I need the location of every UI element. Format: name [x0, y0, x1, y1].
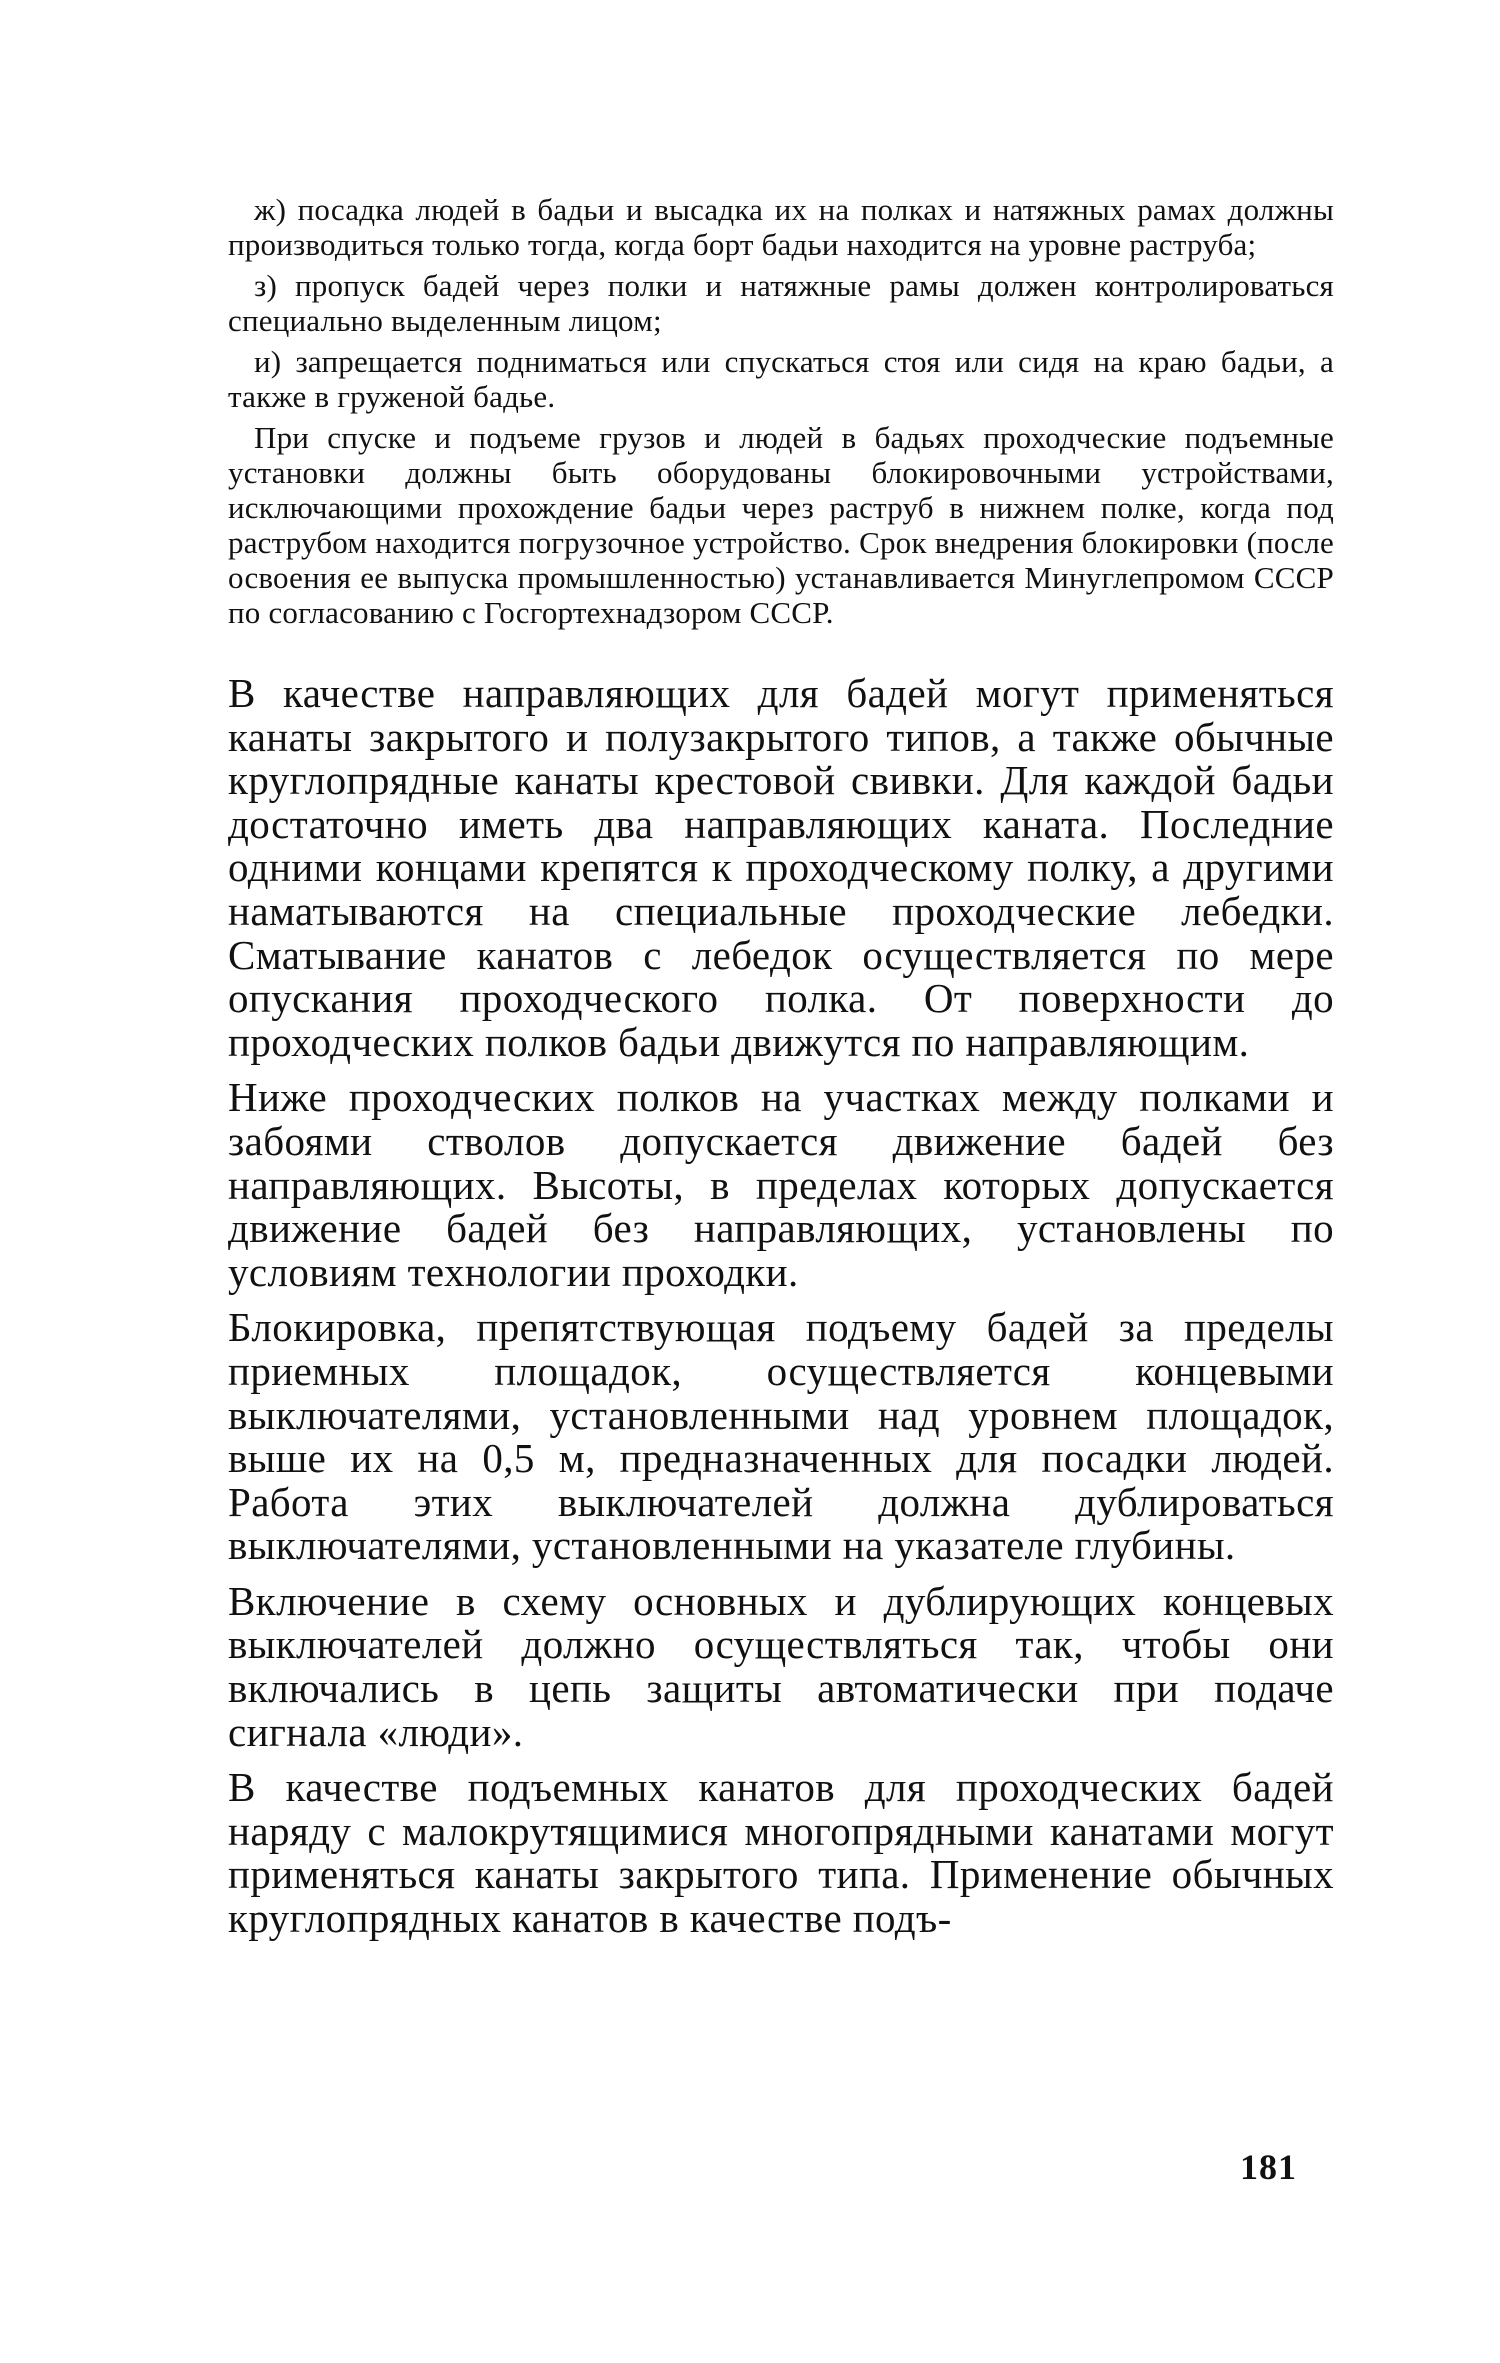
- page-number: 181: [1240, 2147, 1297, 2187]
- body-paragraph: Блокировка, препятствующая подъему бадей за пределы приемных площадок, осуществляется концевыми выключателями, установленными над уровнем площадок, выше их на 0,5 м, предназначенных для посадки людей. Работа этих выключателей должна дублироваться выключателями, установленными на указателе глубины.: [228, 1304, 1334, 1569]
- page-content: [228, 192, 1334, 1941]
- body-paragraph: В качестве подъемных канатов для проходческих бадей наряду с малокрутящимися многопрядными канатами могут применяться канаты закрытого типа. Применение обычных круглопрядных канатов в качестве подъ-: [228, 1764, 1334, 1942]
- blocking-note-paragraph: При спуске и подъеме грузов и людей в бадьях проходческие подъемные установки должны быть оборудованы блокировочными устройствами, исключающими прохождение бадьи через раструб в нижнем полке, когда под раструбом находится погрузочное устройство. Срок внедрения блокировки (после освоения ее выпуска промышленностью) устанавливается Минуглепромом СССР по согласованию с Госгортехнадзором СССР.: [228, 420, 1334, 630]
- rule-item-i: и) запрещается подниматься или спускаться стоя или сидя на краю бадьи, а также в груженой бадье.: [228, 344, 1334, 414]
- main-text-section: [228, 672, 1334, 1941]
- body-paragraph: Ниже проходческих полков на участках между полками и забоями стволов допускается движение бадей без направляющих. Высоты, в пределах которых допускается движение бадей без направляющих, установлены по условиям технологии проходки.: [228, 1074, 1334, 1295]
- rule-item-z: з) пропуск бадей через полки и натяжные рамы должен контролироваться специально выделенным лицом;: [228, 268, 1334, 338]
- rules-section: [228, 192, 1334, 630]
- rule-item-zh: ж) посадка людей в бадьи и высадка их на полках и натяжных рамах должны производиться только тогда, когда борт бадьи находится на уровне раструба;: [228, 192, 1334, 262]
- body-paragraph: Включение в схему основных и дублирующих концевых выключателей должно осуществляться так, чтобы они включались в цепь защиты автоматически при подаче сигнала «люди».: [228, 1577, 1334, 1755]
- body-paragraph: В качестве направляющих для бадей могут применяться канаты закрытого и полузакрытого типов, а также обычные круглопрядные канаты крестовой свивки. Для каждой бадьи достаточно иметь два направляющих каната. Последние одними концами крепятся к проходческому полку, а другими наматываются на специальные проходческие лебедки. Сматывание канатов с лебедок осуществляется по мере опускания проходческого полка. От поверхности до проходческих полков бадьи движутся по направляющим.: [228, 670, 1334, 1065]
